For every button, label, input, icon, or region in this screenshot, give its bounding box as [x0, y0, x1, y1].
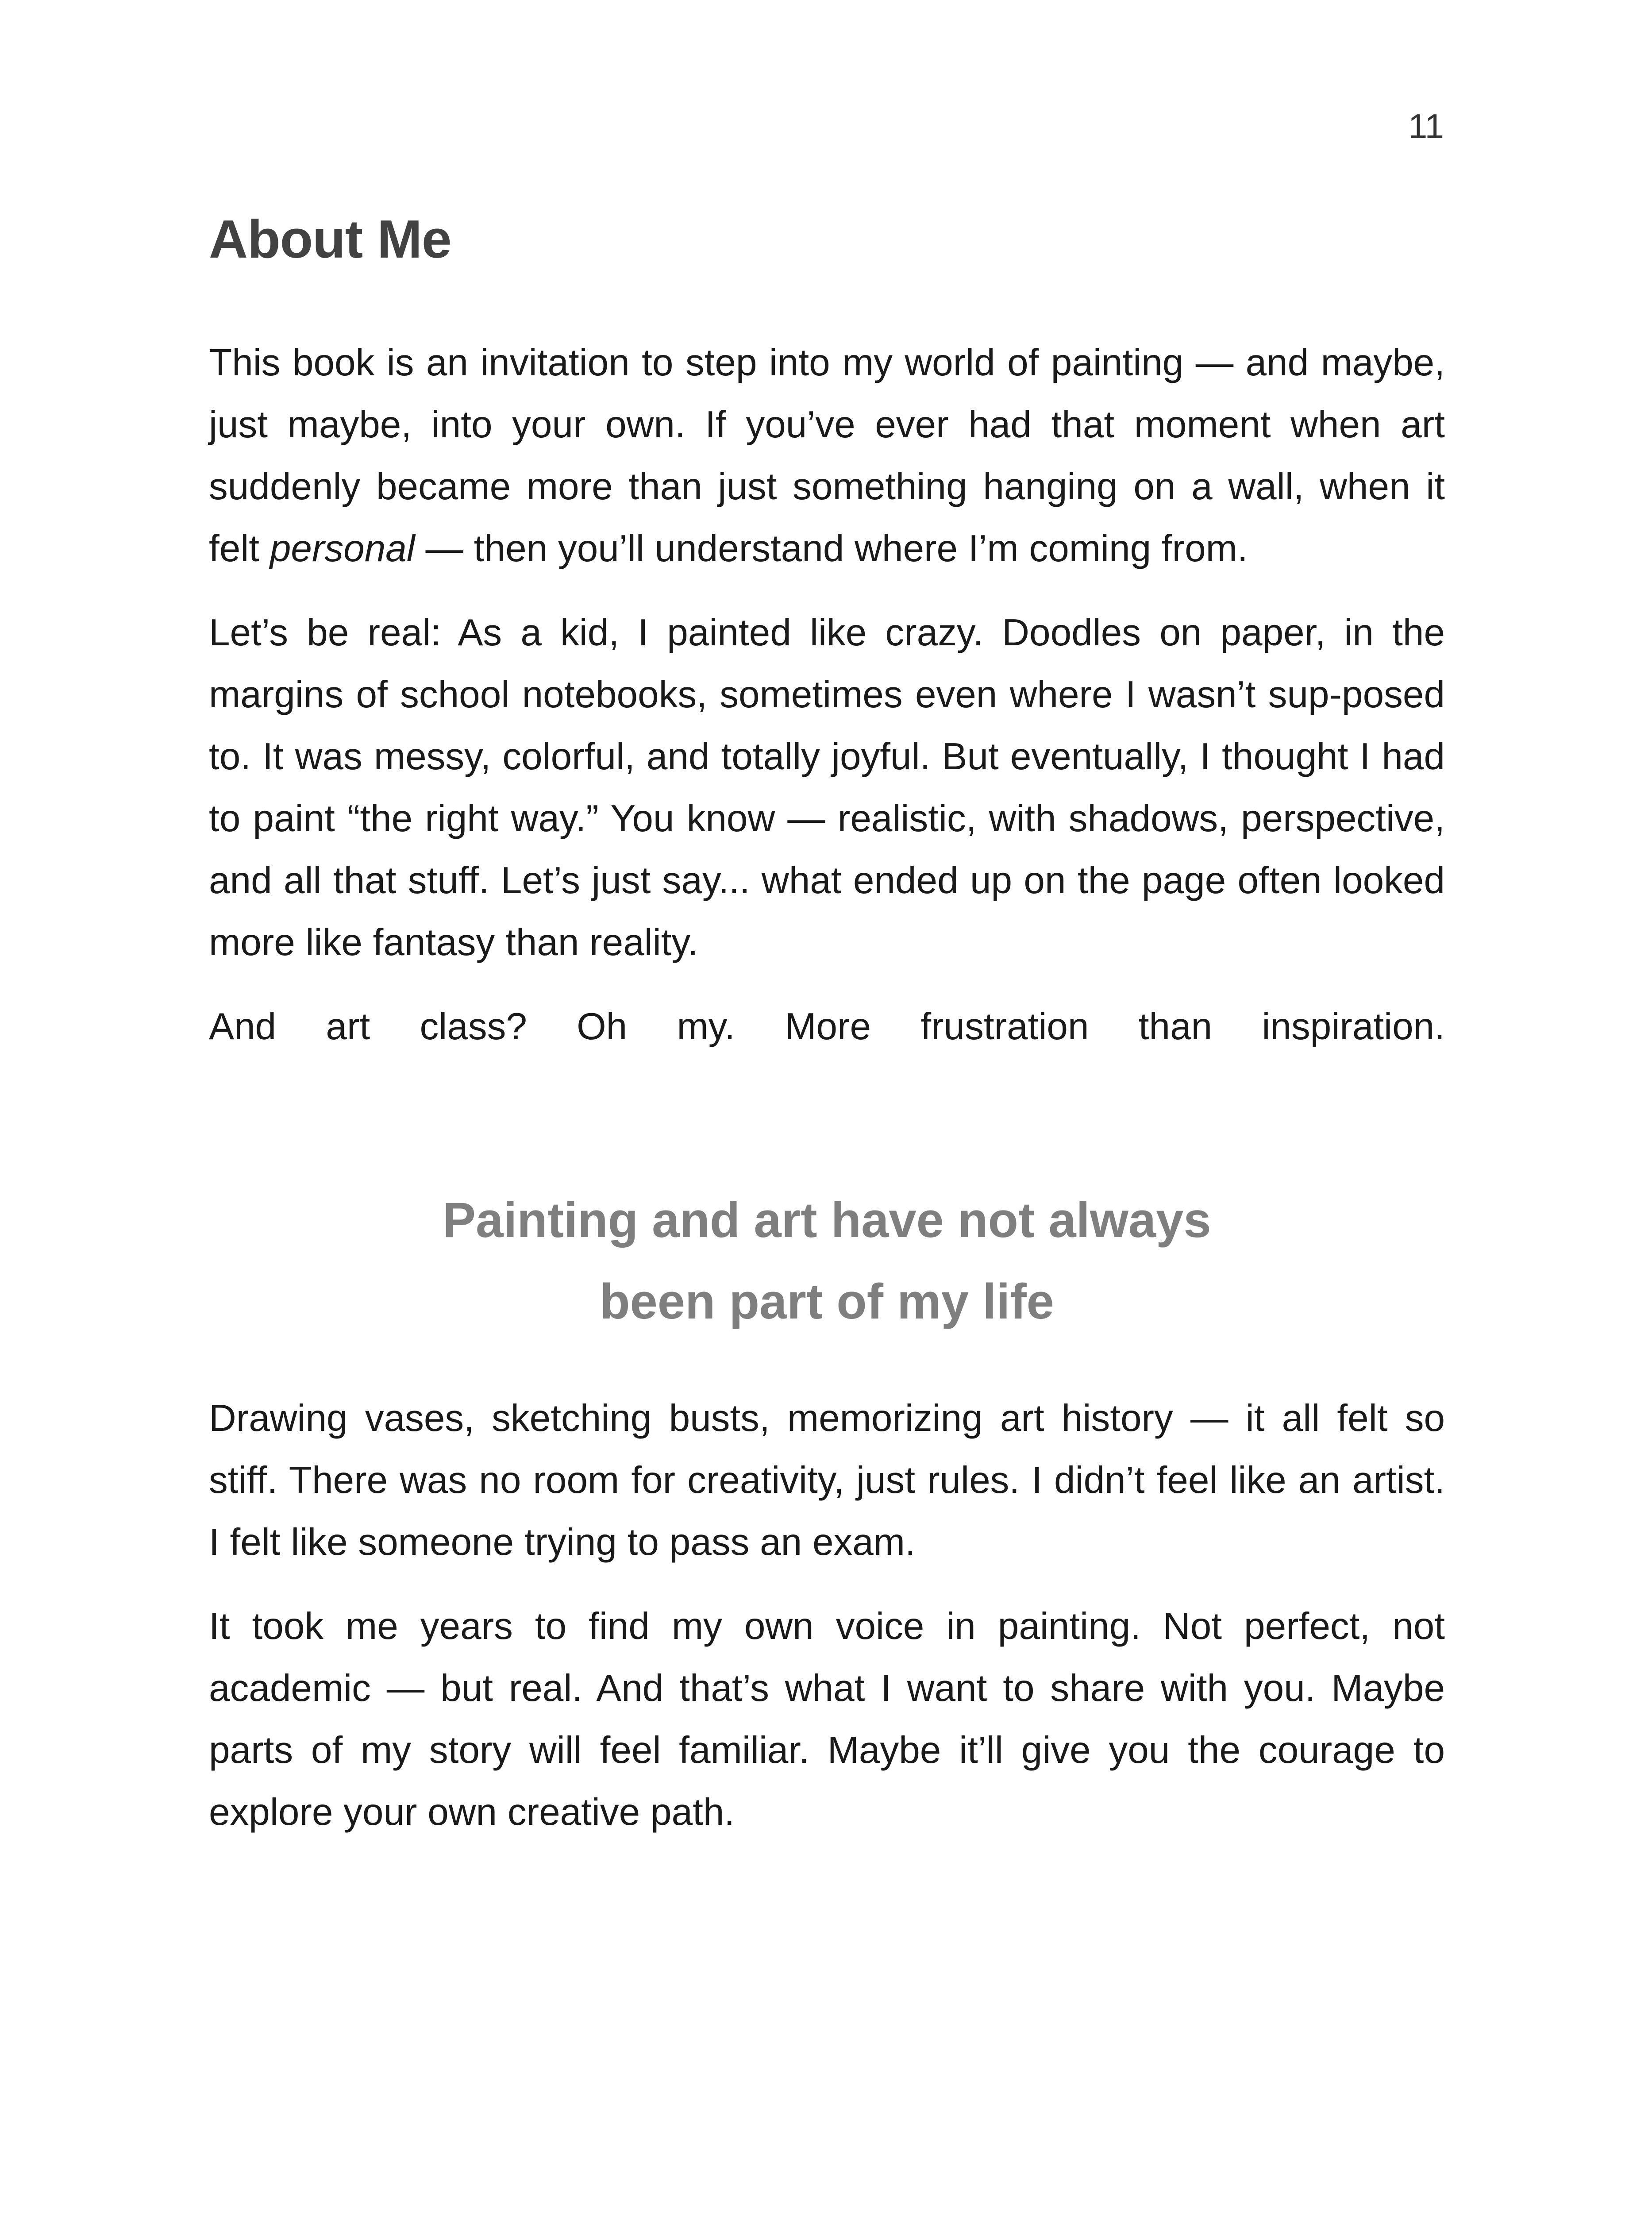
paragraph-own-voice: It took me years to find my own voice in painting. Not perfect, not academic — but real. And that’s what I want to share with you. Maybe parts of my story will feel familiar. Maybe it’ll give you the courage to explore your own creative path. — [209, 1605, 1445, 1833]
pull-quote — [209, 1180, 1445, 1342]
body-text-top — [209, 332, 1445, 1058]
paragraph-invitation-start: This book is an invitation to step into my world of painting — and maybe, just maybe, into your own. If you’ve ever had that moment when art suddenly became more than just something hanging on a wall, when it felt — [209, 342, 1445, 570]
paragraph-childhood: Let’s be real: As a kid, I painted like crazy. Doodles on paper, in the margins of school notebooks, sometimes even where I wasn’t sup-posed to. It was messy, colorful, and totally joyful. But eventually, I thought I had to paint “the right way.” You know — realistic, with shadows, perspective, and all that stuff. Let’s just say... what ended up on the page often looked more like fantasy than reality. — [209, 612, 1445, 964]
paragraph-invitation-end: — then you’ll understand where I’m coming from. — [415, 528, 1248, 570]
page-number: 11 — [1408, 107, 1444, 146]
paragraph-stiff-rules: Drawing vases, sketching busts, memorizing art history — it all felt so stiff. There was no room for creativity, just rules. I didn’t feel like an artist. I felt like someone trying to pass an exam. — [209, 1397, 1445, 1563]
paragraph-invitation — [209, 332, 1445, 580]
chapter-heading: About Me — [209, 209, 451, 269]
emphasis-personal: personal — [270, 528, 415, 570]
pull-quote-line-2: been part of my life — [600, 1274, 1054, 1329]
pull-quote-line-1: Painting and art have not always — [443, 1192, 1211, 1248]
body-text-bottom — [209, 1388, 1445, 1843]
paragraph-art-class: And art class? Oh my. More frustration than inspiration. — [209, 1006, 1445, 1048]
